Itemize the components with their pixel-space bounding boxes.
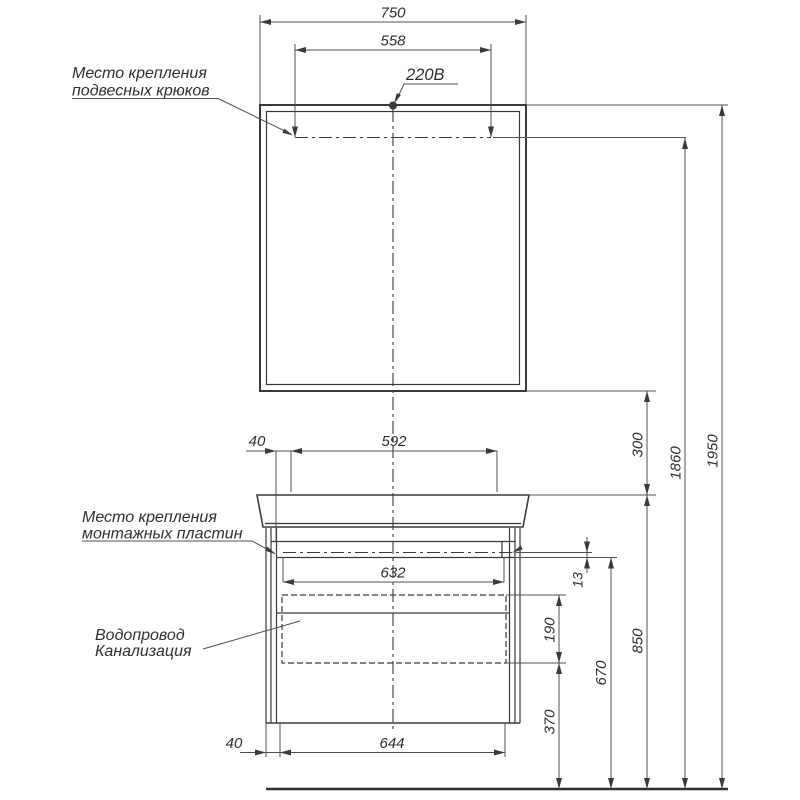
outlet-dot — [389, 102, 397, 110]
dim-basin-offset: 40 — [248, 433, 266, 450]
dim-mirror-gap: 300 — [629, 432, 647, 458]
dim-plates-span: 632 — [380, 564, 406, 582]
dimension-lines — [240, 15, 728, 789]
power-outlet — [389, 66, 458, 110]
utilities-label-line1: Водопровод — [95, 627, 185, 644]
hooks-label-leader — [218, 99, 291, 135]
dim-plates-drop: 13 — [569, 572, 586, 588]
dim-basin-span: 592 — [381, 433, 407, 450]
hooks-label-line2: подвесных крюков — [72, 82, 210, 100]
utilities-label-line2: Канализация — [95, 643, 192, 660]
hooks-label-line1: Место крепления — [72, 65, 207, 82]
plates-label-line2: монтажных пластин — [82, 525, 243, 543]
outlet-label: 220В — [406, 66, 445, 84]
dim-utilities-zone-height: 190 — [541, 617, 559, 643]
utilities-label-leader — [203, 621, 300, 649]
dim-cabinet-offset: 40 — [225, 735, 243, 752]
outlet-leader-arrow — [394, 93, 401, 103]
utilities-hatch-zone — [282, 595, 506, 663]
dim-basin-top-height: 850 — [629, 628, 647, 654]
dim-hooks-span: 558 — [380, 32, 406, 50]
dim-overall-height: 1950 — [704, 434, 722, 468]
plates-label-line1: Место крепления — [82, 509, 217, 526]
centerlines — [283, 109, 513, 733]
dim-cabinet-width: 644 — [379, 735, 405, 752]
dimension-arrows — [255, 19, 725, 789]
dim-mirror-width: 750 — [380, 4, 406, 22]
annotation-labels — [72, 65, 243, 660]
dim-plates-height: 670 — [593, 660, 610, 686]
dim-utilities-zone-floor: 370 — [541, 709, 559, 735]
dim-hooks-height: 1860 — [667, 446, 685, 480]
